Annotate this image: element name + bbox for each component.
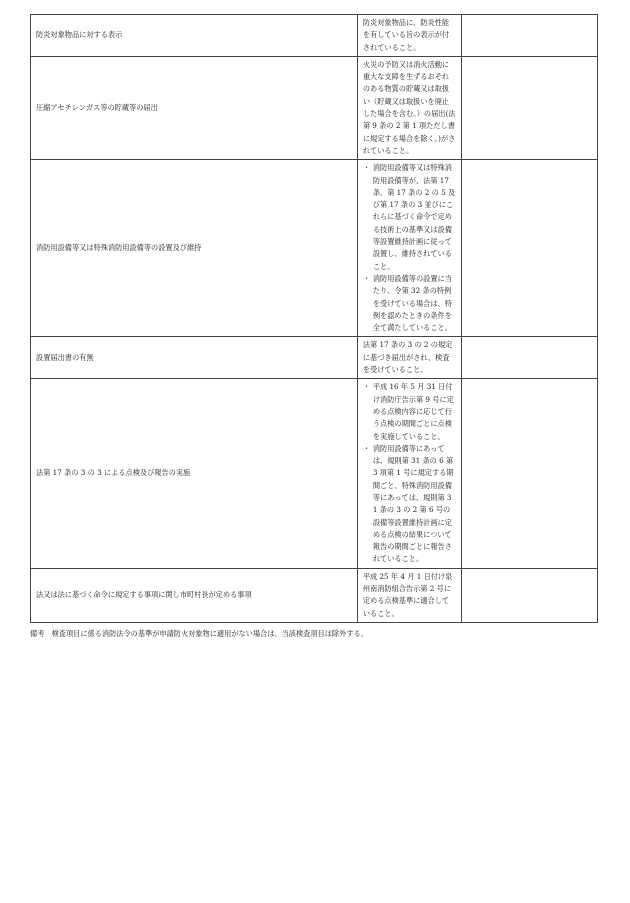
table-row — [31, 568, 598, 622]
result-cell — [461, 568, 597, 622]
item-cell: 設置届出書の有無 — [31, 337, 358, 379]
check-cell: 平成 25 年 4 月 1 日付け泉州南消防組合告示第 2 号に定める点検基準に適合していること。 — [357, 568, 461, 622]
check-bullet-list — [363, 381, 456, 565]
check-cell: 法第 17 条の 3 の 2 の規定に基づき届出がされ、検査を受けていること。 — [357, 337, 461, 379]
table-row — [31, 56, 598, 159]
inspection-table — [30, 14, 598, 623]
item-cell: 法又は法に基づく命令に規定する事項に関し市町村長が定める事項 — [31, 568, 358, 622]
item-cell: 法第 17 条の 3 の 3 による点検及び報告の実施 — [31, 379, 358, 568]
item-cell: 防炎対象物品に対する表示 — [31, 15, 358, 57]
result-cell — [461, 337, 597, 379]
result-cell — [461, 56, 597, 159]
check-cell — [357, 160, 461, 337]
result-cell — [461, 379, 597, 568]
check-cell: 火災の予防又は消火活動に重大な支障を生ずるおそれのある物質の貯蔵又は取扱い（貯蔵又は取扱いを廃止した場合を含む。）の届出(法第 9 条の 2 第 1 項ただし書に規定する場合を除く。)がされていること。 — [357, 56, 461, 159]
table-row — [31, 337, 598, 379]
list-item: ・ 消防用設備等の設置に当たり、令第 32 条の特例を受けている場合は、特例を認めたときの条件を全て満たしていること。 — [363, 273, 456, 334]
check-cell: 防炎対象物品に、防炎性能を有している旨の表示が付されていること。 — [357, 15, 461, 57]
list-item: ・ 消防用設備等又は特殊消防用設備等が、法第 17 条、第 17 条の 2 の 5 及び第 17 条の 3 並びにこれらに基づく命令で定める技術上の基準又は設備等設置維持計画に従って設置し、維持されていること。 — [363, 162, 456, 273]
table-row — [31, 15, 598, 57]
check-cell — [357, 379, 461, 568]
result-cell — [461, 160, 597, 337]
list-item: ・ 消防用設備等にあっては、規則第 31 条の 6 第 3 項第 1 号に規定する期間ごと、特殊消防用設備等にあっては、規則第 31 条の 3 の 2 第 6 号の設備等設置維持計画に定める点検の結果について報告の期間ごとに報告されていること。 — [363, 443, 456, 566]
remarks-note: 備考 検査項目に係る消防法令の基準が申請防火対象物に適用がない場合は、当該検査項目は除外する。 — [30, 628, 368, 638]
table-row — [31, 379, 598, 568]
result-cell — [461, 15, 597, 57]
table-row — [31, 160, 598, 337]
list-item: ・ 平成 16 年 5 月 31 日付け消防庁告示第 9 号に定める点検内容に応じて行う点検の期間ごとに点検を実施していること。 — [363, 381, 456, 442]
document-page — [30, 14, 598, 640]
check-bullet-list — [363, 162, 456, 334]
item-cell: 消防用設備等又は特殊消防用設備等の設置及び維持 — [31, 160, 358, 337]
item-cell: 圧縮アセチレンガス等の貯蔵等の届出 — [31, 56, 358, 159]
